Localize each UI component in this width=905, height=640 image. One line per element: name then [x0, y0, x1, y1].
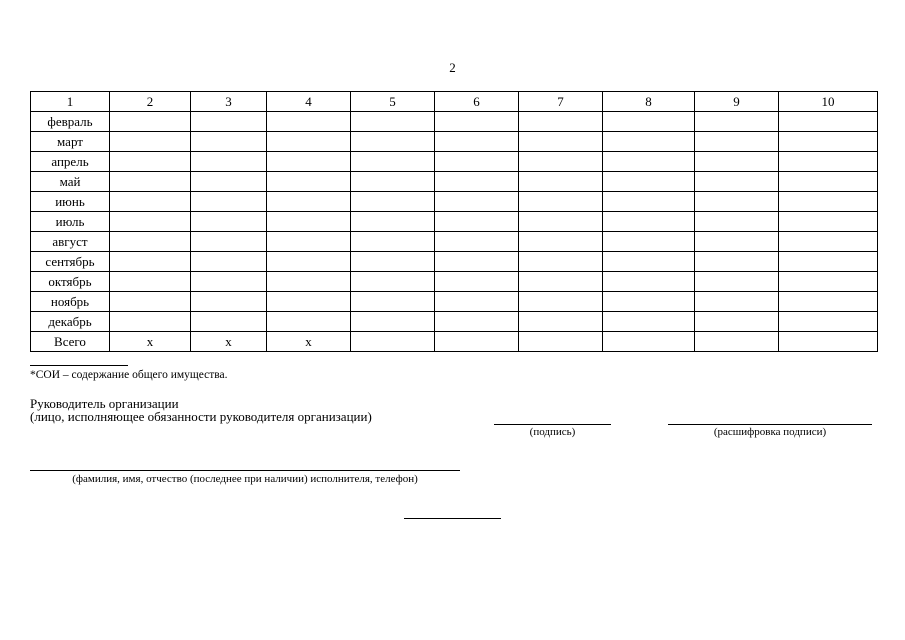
- table-cell[interactable]: [267, 272, 351, 292]
- table-cell[interactable]: [351, 272, 435, 292]
- table-cell[interactable]: [267, 192, 351, 212]
- table-cell[interactable]: [267, 232, 351, 252]
- table-cell[interactable]: [191, 312, 267, 332]
- table-cell[interactable]: [191, 132, 267, 152]
- table-header-row: [31, 92, 878, 112]
- table-cell[interactable]: [519, 132, 603, 152]
- table-cell[interactable]: [779, 112, 878, 132]
- table-cell[interactable]: [779, 152, 878, 172]
- table-cell[interactable]: [110, 252, 191, 272]
- table-cell[interactable]: [191, 172, 267, 192]
- table-cell[interactable]: [267, 252, 351, 272]
- signature-decode-line[interactable]: [668, 424, 872, 425]
- table-row: [31, 312, 878, 332]
- table-cell[interactable]: [603, 152, 695, 172]
- table-cell[interactable]: [695, 172, 779, 192]
- table-cell[interactable]: [603, 192, 695, 212]
- table-cell[interactable]: [519, 312, 603, 332]
- row-label: декабрь: [31, 312, 110, 332]
- signature-line[interactable]: [494, 424, 611, 425]
- row-label: ноябрь: [31, 292, 110, 312]
- table-body: [31, 112, 878, 352]
- table-cell[interactable]: [191, 112, 267, 132]
- table-cell[interactable]: [435, 112, 519, 132]
- table-row: [31, 272, 878, 292]
- table-cell[interactable]: [519, 252, 603, 272]
- row-label: март: [31, 132, 110, 152]
- table-cell[interactable]: [435, 232, 519, 252]
- table-cell[interactable]: [779, 192, 878, 212]
- table-cell[interactable]: [435, 212, 519, 232]
- table-cell[interactable]: [779, 292, 878, 312]
- column-number: 10: [779, 92, 878, 112]
- table-cell[interactable]: [695, 212, 779, 232]
- table-cell[interactable]: [110, 212, 191, 232]
- table-cell[interactable]: [603, 112, 695, 132]
- table-cell[interactable]: [519, 172, 603, 192]
- table-cell[interactable]: [435, 312, 519, 332]
- table-cell[interactable]: [519, 152, 603, 172]
- table-cell[interactable]: [435, 152, 519, 172]
- table-cell[interactable]: х: [110, 332, 191, 352]
- head-subtitle: (лицо, исполняющее обязанности руководителя организации): [30, 409, 372, 424]
- table-cell[interactable]: х: [191, 332, 267, 352]
- table-cell[interactable]: [351, 312, 435, 332]
- table-row: [31, 172, 878, 192]
- table-cell[interactable]: [695, 312, 779, 332]
- table-cell[interactable]: [603, 132, 695, 152]
- table-cell[interactable]: [779, 332, 878, 352]
- table-cell[interactable]: [191, 292, 267, 312]
- table-cell[interactable]: [110, 152, 191, 172]
- row-label: июль: [31, 212, 110, 232]
- column-number: 7: [519, 92, 603, 112]
- column-number: 2: [110, 92, 191, 112]
- column-number: 3: [191, 92, 267, 112]
- page-number: 2: [449, 60, 456, 75]
- table-cell[interactable]: [435, 172, 519, 192]
- table-cell[interactable]: [191, 232, 267, 252]
- table-cell[interactable]: [519, 192, 603, 212]
- table-cell[interactable]: [351, 292, 435, 312]
- row-label: сентябрь: [31, 252, 110, 272]
- table-cell[interactable]: [435, 192, 519, 212]
- table-cell[interactable]: [435, 292, 519, 312]
- footnote: *СОИ – содержание общего имущества.: [30, 369, 228, 381]
- column-number: 6: [435, 92, 519, 112]
- data-table: [30, 91, 878, 352]
- table-cell[interactable]: [695, 112, 779, 132]
- table-cell[interactable]: [267, 212, 351, 232]
- table-cell[interactable]: [435, 272, 519, 292]
- footnote-rule: [30, 365, 128, 366]
- table-cell[interactable]: [603, 332, 695, 352]
- table-cell[interactable]: [110, 292, 191, 312]
- table-cell[interactable]: [191, 212, 267, 232]
- table-cell[interactable]: [351, 172, 435, 192]
- table-cell[interactable]: [779, 172, 878, 192]
- table-cell[interactable]: [603, 172, 695, 192]
- table-row: [31, 232, 878, 252]
- table-row: [31, 132, 878, 152]
- table-cell[interactable]: [603, 312, 695, 332]
- table-cell[interactable]: [519, 332, 603, 352]
- table-cell[interactable]: [351, 112, 435, 132]
- table-cell[interactable]: [351, 332, 435, 352]
- table-cell[interactable]: [110, 172, 191, 192]
- table-cell[interactable]: [519, 232, 603, 252]
- table-cell[interactable]: [267, 132, 351, 152]
- table-cell[interactable]: [191, 252, 267, 272]
- table-cell[interactable]: [110, 192, 191, 212]
- table-cell[interactable]: [267, 292, 351, 312]
- table-cell[interactable]: [695, 272, 779, 292]
- signature-caption: (подпись): [529, 426, 576, 438]
- table-cell[interactable]: [435, 252, 519, 272]
- table-cell[interactable]: [435, 132, 519, 152]
- column-number: 5: [351, 92, 435, 112]
- row-label: Всего: [31, 332, 110, 352]
- table-cell[interactable]: [779, 252, 878, 272]
- table-cell[interactable]: [191, 192, 267, 212]
- table-cell[interactable]: [191, 272, 267, 292]
- row-label: июнь: [31, 192, 110, 212]
- executor-caption: (фамилия, имя, отчество (последнее при наличии) исполнителя, телефон): [72, 473, 418, 485]
- table-cell[interactable]: [351, 252, 435, 272]
- table-cell[interactable]: [779, 272, 878, 292]
- table-row: [31, 212, 878, 232]
- table-cell[interactable]: [779, 312, 878, 332]
- table-cell[interactable]: х: [267, 332, 351, 352]
- row-label: апрель: [31, 152, 110, 172]
- table-cell[interactable]: [603, 212, 695, 232]
- table-cell[interactable]: [695, 252, 779, 272]
- table-cell[interactable]: [435, 332, 519, 352]
- column-number: 8: [603, 92, 695, 112]
- table-cell[interactable]: [695, 132, 779, 152]
- row-label: февраль: [31, 112, 110, 132]
- table-cell[interactable]: [603, 292, 695, 312]
- row-label: май: [31, 172, 110, 192]
- signature-decode-caption: (расшифровка подписи): [713, 426, 827, 438]
- table-row: [31, 332, 878, 352]
- bottom-rule: [404, 518, 501, 519]
- table-cell[interactable]: [267, 112, 351, 132]
- executor-line[interactable]: [30, 470, 460, 471]
- table-cell[interactable]: [695, 332, 779, 352]
- table-cell[interactable]: [779, 132, 878, 152]
- table-cell[interactable]: [351, 232, 435, 252]
- table-cell[interactable]: [695, 232, 779, 252]
- table-row: [31, 192, 878, 212]
- table-cell[interactable]: [695, 292, 779, 312]
- table-cell[interactable]: [519, 212, 603, 232]
- table-cell[interactable]: [267, 172, 351, 192]
- table-row: [31, 112, 878, 132]
- table-cell[interactable]: [519, 292, 603, 312]
- table-cell[interactable]: [779, 232, 878, 252]
- table-cell[interactable]: [110, 232, 191, 252]
- table-cell[interactable]: [779, 212, 878, 232]
- table-cell[interactable]: [110, 272, 191, 292]
- table-cell[interactable]: [695, 192, 779, 212]
- table-row: [31, 292, 878, 312]
- table-cell[interactable]: [191, 152, 267, 172]
- table-cell[interactable]: [351, 132, 435, 152]
- table-cell[interactable]: [110, 112, 191, 132]
- column-number: 1: [31, 92, 110, 112]
- column-number: 4: [267, 92, 351, 112]
- row-label: август: [31, 232, 110, 252]
- table-cell[interactable]: [267, 152, 351, 172]
- table-cell[interactable]: [351, 192, 435, 212]
- table-cell[interactable]: [519, 272, 603, 292]
- table-row: [31, 152, 878, 172]
- table-cell[interactable]: [351, 152, 435, 172]
- table-cell[interactable]: [695, 152, 779, 172]
- table-cell[interactable]: [110, 132, 191, 152]
- table-cell[interactable]: [603, 252, 695, 272]
- table-cell[interactable]: [519, 112, 603, 132]
- table-cell[interactable]: [603, 272, 695, 292]
- column-number: 9: [695, 92, 779, 112]
- table-cell[interactable]: [110, 312, 191, 332]
- head-title: Руководитель организации: [30, 396, 179, 411]
- table-cell[interactable]: [267, 312, 351, 332]
- table-row: [31, 252, 878, 272]
- table-cell[interactable]: [603, 232, 695, 252]
- table-cell[interactable]: [351, 212, 435, 232]
- row-label: октябрь: [31, 272, 110, 292]
